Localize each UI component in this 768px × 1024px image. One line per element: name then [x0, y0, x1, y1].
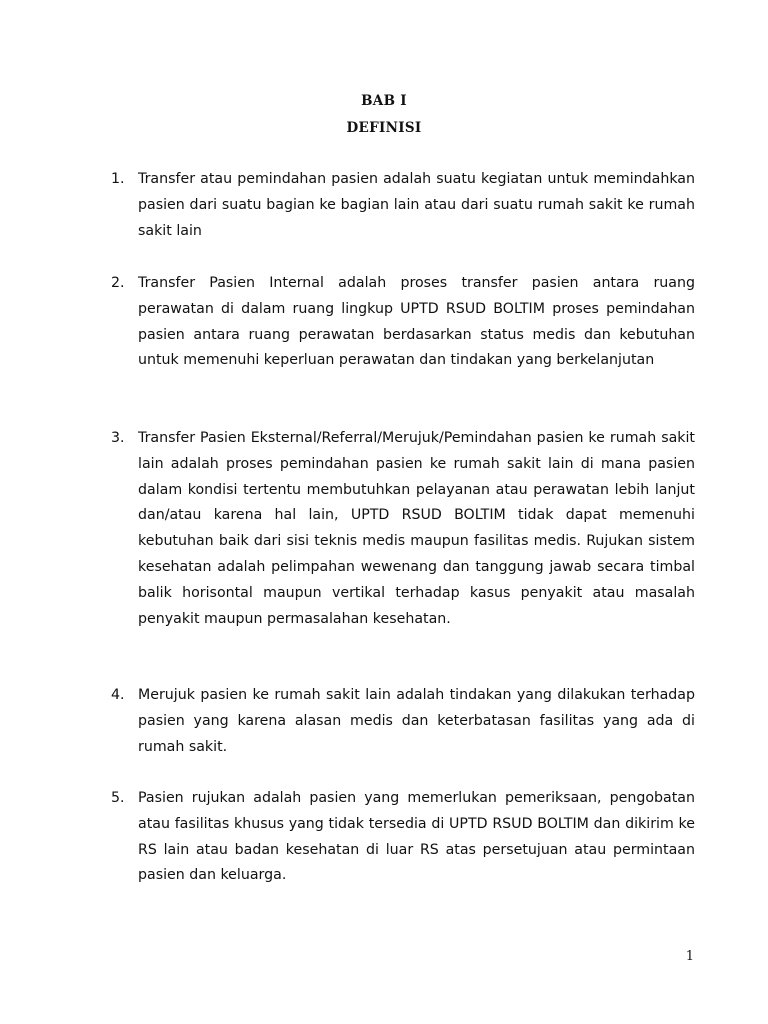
- item-number: 3.: [111, 430, 125, 446]
- chapter-heading: BAB I: [361, 93, 407, 109]
- page-number: 1: [685, 949, 694, 964]
- item-text: Transfer Pasien Eksternal/Referral/Merujuk/Pemindahan pasien ke rumah sakit lain adalah proses pemindahan pasien ke rumah sakit lain di mana pasien dalam kondisi tertentu membutuhkan pelayanan atau perawatan lebih lanjut dan/atau karena hal lain, UPTD RSUD BOLTIM tidak dapat memenuhi kebutuhan baik dari sisi teknis medis maupun fasilitas medis. Rujukan sistem kesehatan adalah pelimpahan wewenang dan tanggung jawab secara timbal balik horisontal maupun vertikal terhadap kasus penyakit atau masalah penyakit maupun permasalahan kesehatan.: [138, 430, 695, 627]
- definition-item: [111, 271, 695, 374]
- item-text: Transfer atau pemindahan pasien adalah suatu kegiatan untuk memindahkan pasien dari suatu bagian ke bagian lain atau dari suatu rumah sakit ke rumah sakit lain: [138, 171, 695, 239]
- item-text: Pasien rujukan adalah pasien yang memerlukan pemeriksaan, pengobatan atau fasilitas khusus yang tidak tersedia di UPTD RSUD BOLTIM dan dikirim ke RS lain atau badan kesehatan di luar RS atas persetujuan atau permintaan pasien dan keluarga.: [138, 790, 695, 884]
- definition-item: [111, 167, 695, 244]
- item-text: Merujuk pasien ke rumah sakit lain adalah tindakan yang dilakukan terhadap pasien yang karena alasan medis dan keterbatasan fasilitas yang ada di rumah sakit.: [138, 687, 695, 755]
- chapter-title: DEFINISI: [346, 120, 422, 136]
- item-number: 2.: [111, 275, 125, 291]
- item-number: 1.: [111, 171, 125, 187]
- item-text: Transfer Pasien Internal adalah proses transfer pasien antara ruang perawatan di dalam ruang lingkup UPTD RSUD BOLTIM proses pemindahan pasien antara ruang perawatan berdasarkan status medis dan kebutuhan untuk memenuhi keperluan perawatan dan tindakan yang berkelanjutan: [138, 275, 695, 369]
- item-number: 5.: [111, 790, 125, 806]
- definition-item: [111, 786, 695, 889]
- definition-item: [111, 683, 695, 760]
- item-number: 4.: [111, 687, 125, 703]
- definition-item: [111, 426, 695, 632]
